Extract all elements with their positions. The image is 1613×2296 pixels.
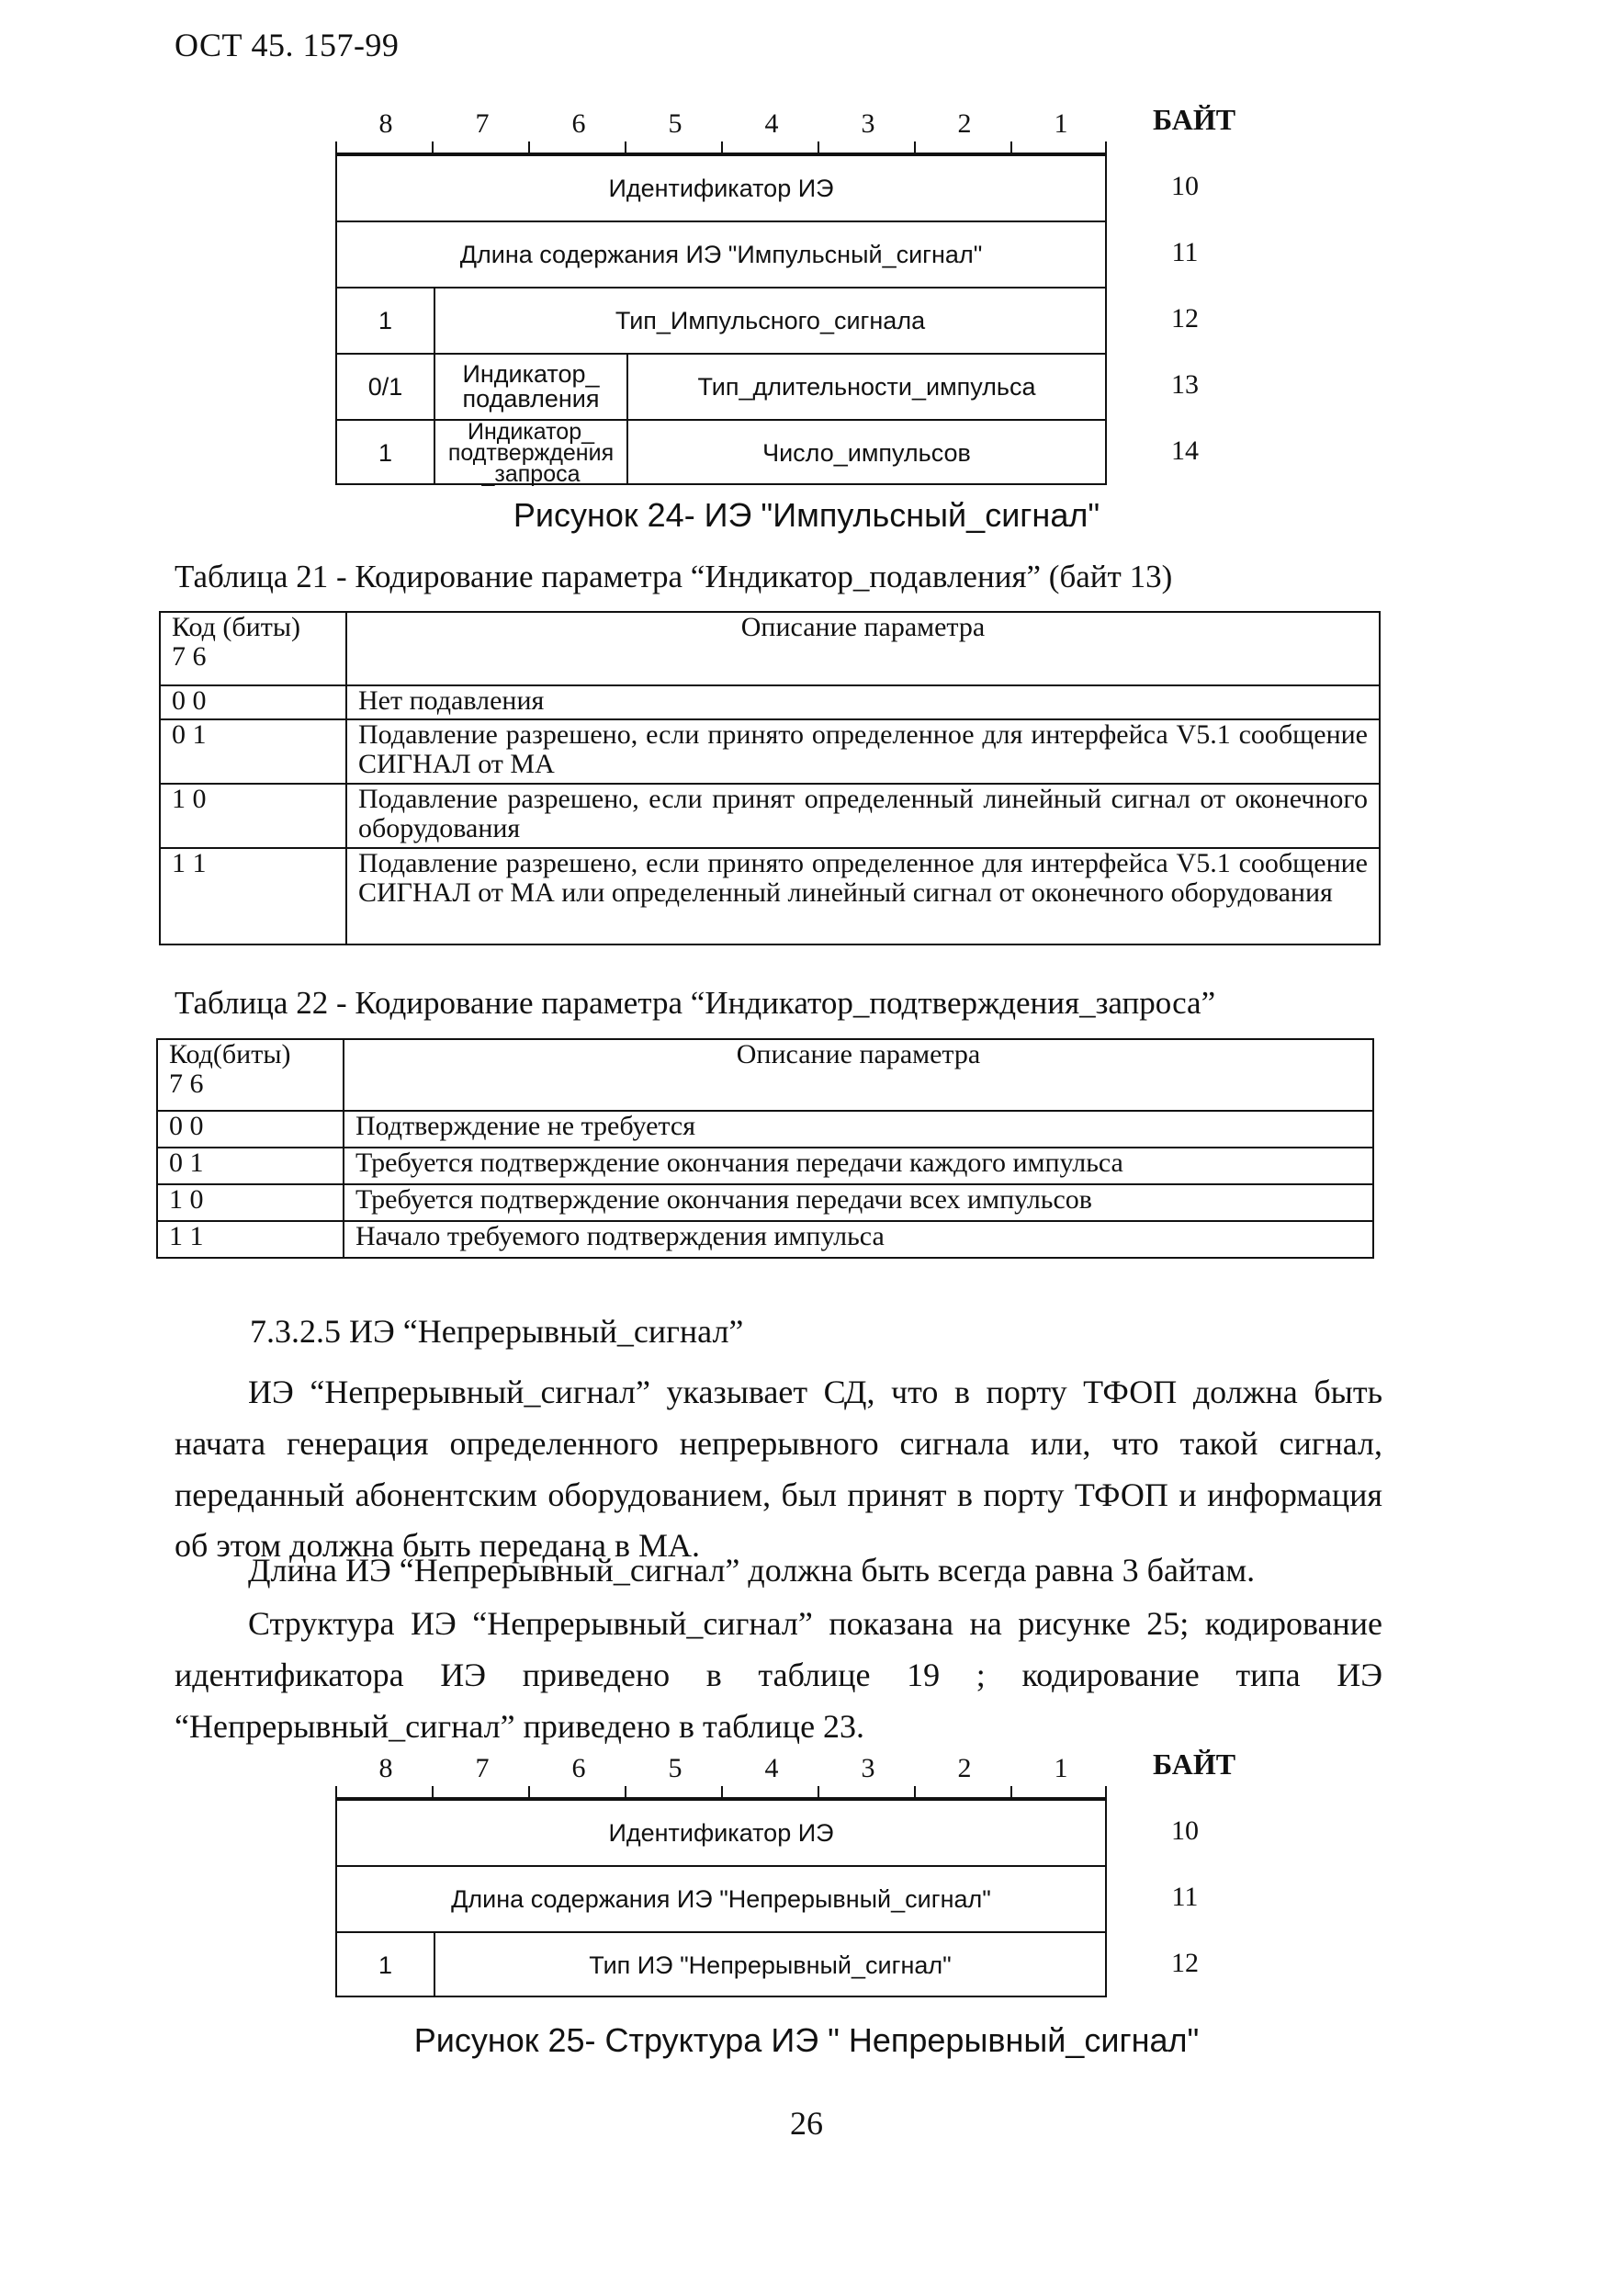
description-cell: Подтверждение не требуется [344, 1111, 1373, 1148]
bit-label: 5 [668, 1753, 682, 1783]
code-cell: 0 1 [160, 719, 346, 784]
table-row [157, 1184, 1373, 1221]
body-paragraph: Структура ИЭ “Непрерывный_сигнал” показана на рисунке 25; кодирование идентификатора ИЭ приведено в таблице 19 ; кодирование типа ИЭ “Непрерывный_сигнал” приведено в таблице 23. [175, 1605, 1382, 1745]
structure-row [337, 353, 1105, 419]
table-row [160, 685, 1380, 719]
byte-number: 11 [1171, 237, 1199, 267]
header-code: Код (биты) 7 6 [160, 612, 346, 685]
bit-label: 4 [764, 1753, 779, 1783]
structure-cell: Число_импульсов [762, 438, 971, 467]
bit-label: 3 [861, 108, 875, 139]
table-row [157, 1148, 1373, 1184]
description-cell: Нет подавления [346, 685, 1380, 719]
structure-row [337, 419, 1105, 485]
section-heading: 7.3.2.5 ИЭ “Непрерывный_сигнал” [250, 1313, 744, 1350]
structure-cell: Идентификатор ИЭ [608, 1818, 834, 1847]
table-22 [156, 1038, 1374, 1259]
structure-cell: Индикатор_ подтверждения _запроса [447, 418, 615, 487]
byte-number: 11 [1171, 1882, 1199, 1912]
description-cell: Подавление разрешено, если принято определенное для интерфейса V5.1 сообщение СИГНАЛ от МА [346, 719, 1380, 784]
header-description: Описание параметра [346, 612, 1380, 685]
structure-row [337, 1931, 1105, 1997]
table-21-title: Таблица 21 - Кодирование параметра “Индикатор_подавления” (байт 13) [175, 559, 1173, 594]
byte-column-header: БАЙТ [1153, 103, 1236, 136]
bit-label: 1 [1054, 1753, 1068, 1783]
description-cell: Требуется подтверждение окончания передачи всех импульсов [344, 1184, 1373, 1221]
structure-row [337, 1865, 1105, 1931]
byte-number: 12 [1171, 303, 1199, 334]
byte-number: 12 [1171, 1948, 1199, 1978]
byte-number: 10 [1171, 171, 1199, 201]
code-cell: 0 1 [157, 1148, 344, 1184]
structure-row [337, 154, 1105, 221]
structure-cell: Идентификатор ИЭ [608, 174, 834, 202]
structure-cell: Тип_Импульсного_сигнала [615, 306, 926, 334]
code-cell: 0 0 [160, 685, 346, 719]
bit-label: 7 [475, 1753, 490, 1783]
table-row [160, 848, 1380, 944]
table-22-title: Таблица 22 - Кодирование параметра “Индикатор_подтверждения_запроса” [175, 985, 1216, 1021]
bit-label: 2 [957, 108, 972, 139]
bit-number-row [335, 108, 1107, 154]
document-code: ОСТ 45. 157-99 [175, 27, 400, 63]
description-cell: Подавление разрешено, если принят определенный линейный сигнал от оконечного оборудования [346, 784, 1380, 848]
code-cell: 1 1 [157, 1221, 344, 1258]
table-21 [159, 611, 1381, 945]
table-row [157, 1111, 1373, 1148]
body-paragraph: ИЭ “Непрерывный_сигнал” указывает СД, что в порту ТФОП должна быть начата генерация определенного непрерывного сигнала или, что такой сигнал, переданный абонентским оборудованием, был принят в порту ТФОП и информация об этом должна быть передана в МА. [175, 1374, 1382, 1565]
structure-row [337, 287, 1105, 353]
structure-cell: Тип_длительности_импульса [697, 372, 1036, 401]
bit-label: 8 [378, 1753, 393, 1783]
body-paragraph: Длина ИЭ “Непрерывный_сигнал” должна быть всегда равна 3 байтам. [248, 1552, 1256, 1589]
structure-cell: Длина содержания ИЭ "Импульсный_сигнал" [459, 240, 983, 268]
bit-label: 8 [378, 108, 393, 139]
byte-number: 14 [1171, 435, 1199, 466]
figure-24-caption: Рисунок 24- ИЭ "Импульсный_сигнал" [513, 496, 1100, 534]
header-code: Код(биты) 7 6 [157, 1039, 344, 1111]
structure-cell: Индикатор_ подавления [462, 360, 600, 413]
code-cell: 0 0 [157, 1111, 344, 1148]
bit-label: 2 [957, 1753, 972, 1783]
structure-cell: Длина содержания ИЭ "Непрерывный_сигнал" [451, 1884, 991, 1913]
structure-cell: 1 [378, 306, 393, 334]
bit-label: 4 [764, 108, 779, 139]
description-cell: Подавление разрешено, если принято определенное для интерфейса V5.1 сообщение СИГНАЛ от МА или определенный линейный сигнал от оконечного оборудования [346, 848, 1380, 944]
bit-label: 5 [668, 108, 682, 139]
code-cell: 1 0 [157, 1184, 344, 1221]
description-cell: Начало требуемого подтверждения импульса [344, 1221, 1373, 1258]
bit-label: 1 [1054, 108, 1068, 139]
bit-label: 7 [475, 108, 490, 139]
description-cell: Требуется подтверждение окончания передачи каждого импульса [344, 1148, 1373, 1184]
structure-cell: 1 [378, 1951, 393, 1979]
structure-row [337, 1799, 1105, 1865]
structure-row [337, 221, 1105, 287]
table-row [157, 1221, 1373, 1258]
code-cell: 1 1 [160, 848, 346, 944]
byte-column-header: БАЙТ [1153, 1747, 1236, 1781]
structure-cell: 1 [378, 438, 393, 467]
structure-cell: 0/1 [367, 372, 403, 401]
table-row [160, 719, 1380, 784]
byte-number: 13 [1171, 369, 1199, 400]
table-row [160, 784, 1380, 848]
table-header-row [160, 612, 1380, 685]
bit-number-row [335, 1753, 1107, 1799]
page-number: 26 [790, 2105, 823, 2142]
bit-label: 3 [861, 1753, 875, 1783]
figure-24-structure [335, 154, 1107, 485]
bit-label: 6 [571, 108, 586, 139]
structure-cell: Тип ИЭ "Непрерывный_сигнал" [589, 1951, 952, 1979]
bit-label: 6 [571, 1753, 586, 1783]
figure-25-structure [335, 1799, 1107, 1997]
table-header-row [157, 1039, 1373, 1111]
figure-25-caption: Рисунок 25- Структура ИЭ " Непрерывный_сигнал" [413, 2021, 1200, 2059]
byte-number: 10 [1171, 1815, 1199, 1846]
code-cell: 1 0 [160, 784, 346, 848]
header-description: Описание параметра [344, 1039, 1373, 1111]
